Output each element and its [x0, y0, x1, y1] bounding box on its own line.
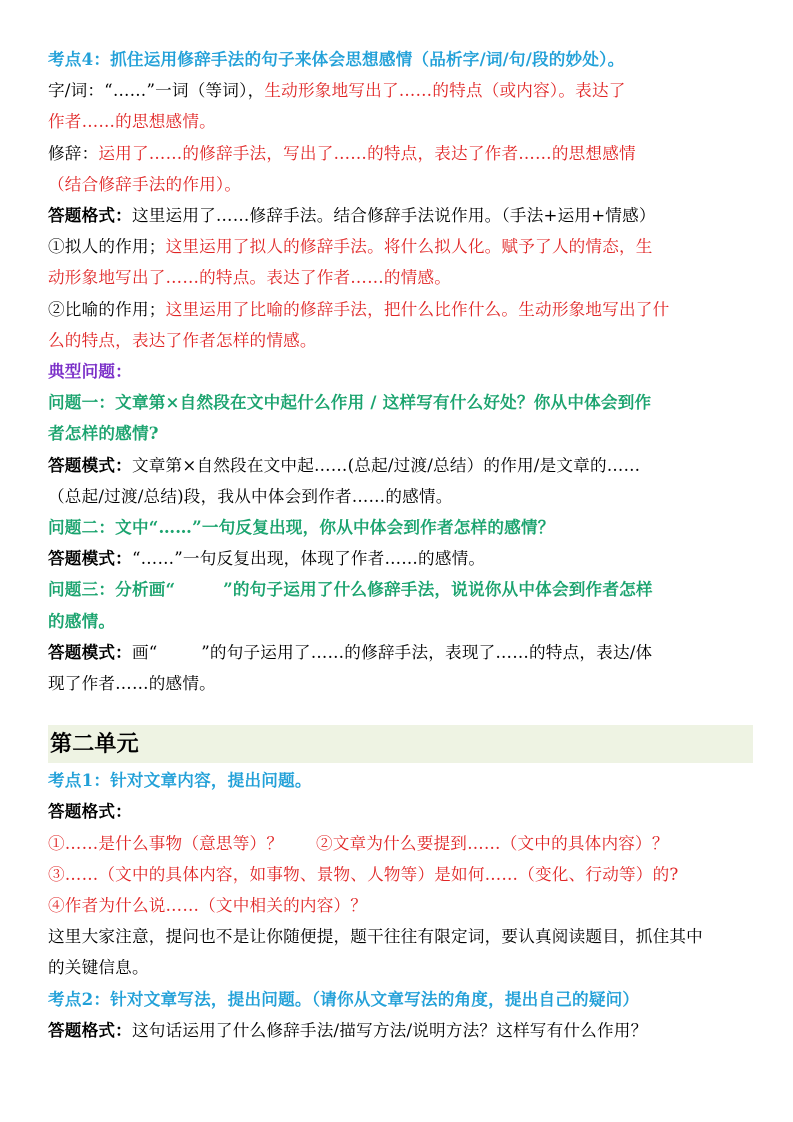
unit2-format-label: 答题格式： [48, 801, 132, 822]
zi-ci-answer: 生动形象地写出了……的特点（或内容）。表达了 [264, 81, 626, 101]
biyu-answer: 这里运用了比喻的修辞手法，把什么比作什么。生动形象地写出了什 [165, 299, 670, 319]
xiuci-answer: 运用了……的修辞手法，写出了……的特点，表达了作者……的思想感情 [98, 143, 636, 163]
answer-1-text: 文章第×自然段在文中起……(总起/过渡/总结）的作用/是文章的…… [131, 455, 641, 475]
answer-format-label: 答题格式： [48, 205, 132, 226]
unit2-format-2-line [48, 1015, 753, 1046]
unit2-format-2-label: 答题格式： [48, 1019, 132, 1040]
xiuci-label: 修辞： [48, 143, 99, 163]
typical-questions-title: 典型问题： [48, 361, 132, 382]
answer-3-text: 画“ ”的句子运用了……的修辞手法，表现了……的特点，表达/体 [131, 642, 653, 662]
unit2-kaodian-2-heading: 考点2：针对文章写法，提出问题。（请你从文章写法的角度，提出自己的疑问） [48, 988, 640, 1009]
niren-answer: 这里运用了拟人的修辞手法。将什么拟人化。赋予了人的情态，生 [165, 237, 653, 257]
answer-format-line [48, 200, 753, 231]
question-1-line-1: 问题一：文章第×自然段在文中起什么作用 / 这样写有什么好处？你从中体会到作 [48, 392, 652, 413]
question-3-line-2: 的感情。 [48, 610, 116, 631]
unit2-item-line-1: ①……是什么事物（意思等）？ ②文章为什么要提到……（文中的具体内容）？ [48, 833, 669, 853]
answer-2-label: 答题模式： [48, 548, 132, 569]
answer-3-label: 答题模式： [48, 641, 132, 662]
answer-3-line-1 [48, 637, 753, 668]
xiuci-line-2: （结合修辞手法的作用）。 [48, 174, 242, 194]
zi-ci-line-2: 作者……的思想感情。 [48, 112, 216, 132]
question-3-line-1: 问题三：分析画“ ”的句子运用了什么修辞手法，说说你从中体会到作者怎样 [48, 579, 653, 600]
unit2-kaodian-1-heading: 考点1：针对文章内容，提出问题。 [48, 770, 312, 791]
unit2-item-line-2: ③……（文中的具体内容，如事物、景物、人物等）是如何……（变化、行动等）的? [48, 864, 679, 884]
unit2-note-line-1: 这里大家注意，提问也不是让你随便提，题干往往有限定词，要认真阅读题目，抓住其中 [48, 927, 703, 947]
question-2: 问题二：文中“……”一句反复出现，你从中体会到作者怎样的感情？ [48, 517, 555, 538]
unit2-note-line-2: 的关键信息。 [48, 958, 149, 978]
answer-2-line [48, 543, 753, 574]
biyu-line-1 [48, 294, 753, 325]
niren-line-1 [48, 231, 753, 262]
biyu-line-2: 么的特点，表达了作者怎样的情感。 [48, 330, 317, 350]
answer-1-line-1 [48, 450, 753, 481]
unit2-format-2-text: 这句话运用了什么修辞手法/描写方法/说明方法？这样写有什么作用？ [131, 1020, 648, 1040]
answer-2-text: “……”一句反复出现，体现了作者……的感情。 [131, 549, 486, 569]
zi-ci-label: 字/词：“……”一词（等词）， [48, 81, 265, 101]
answer-1-label: 答题模式： [48, 454, 132, 475]
niren-label: ①拟人的作用； [48, 237, 166, 257]
niren-line-2: 动形象地写出了……的特点。表达了作者……的情感。 [48, 268, 452, 288]
question-1-line-2: 者怎样的感情? [48, 423, 159, 444]
answer-3-line-2: 现了作者……的感情。 [48, 674, 216, 694]
unit2-item-line-3: ④作者为什么说……（文中相关的内容）？ [48, 896, 368, 916]
document-content [48, 44, 753, 1046]
zi-ci-line-1 [48, 75, 753, 106]
unit-2-heading: 第二单元 [48, 725, 753, 763]
biyu-label: ②比喻的作用； [48, 299, 166, 319]
answer-format-text: 这里运用了……修辞手法。结合修辞手法说作用。（手法+运用+情感） [131, 206, 656, 226]
xiuci-line-1 [48, 138, 753, 169]
answer-1-line-2: （总起/过渡/总结)段，我从中体会到作者……的感情。 [48, 486, 453, 506]
kaodian-4-heading: 考点4：抓住运用修辞手法的句子来体会思想感情（品析字/词/句/段的妙处）。 [48, 49, 625, 69]
